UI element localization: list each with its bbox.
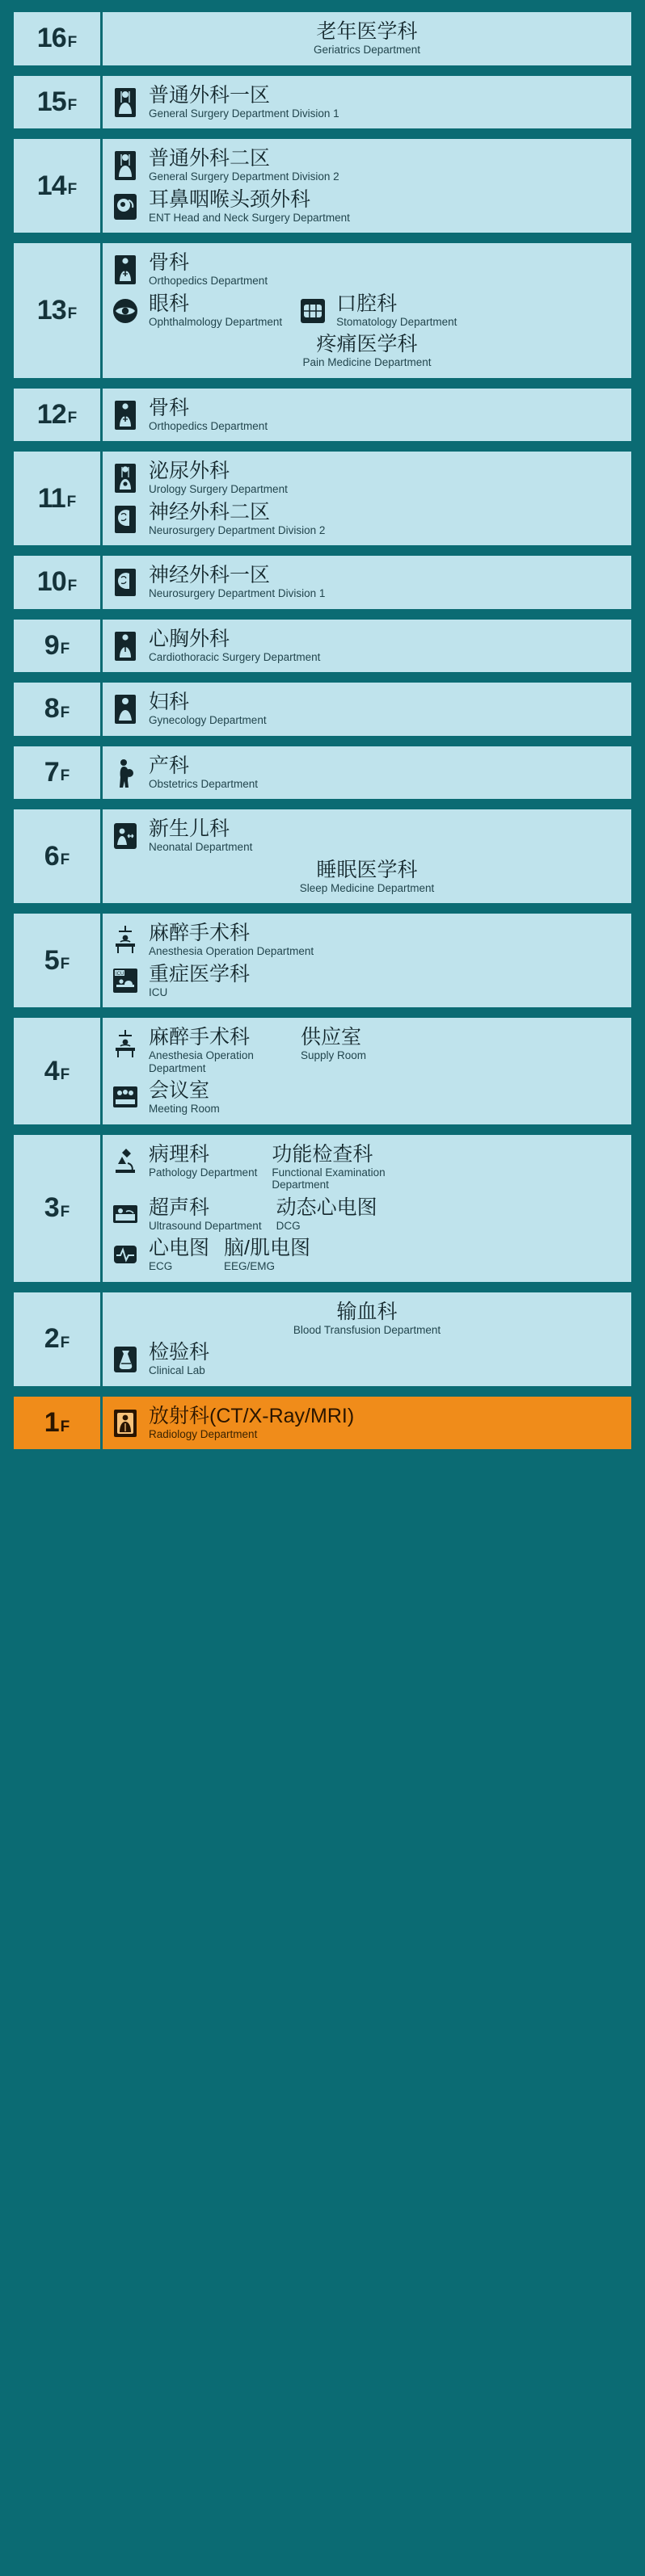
floor-row bbox=[11, 1290, 634, 1389]
floor-departments bbox=[103, 1135, 631, 1282]
floor-number bbox=[14, 620, 103, 673]
floor-number bbox=[14, 746, 103, 800]
department-row bbox=[109, 1079, 625, 1116]
department-row bbox=[109, 754, 625, 791]
department-row bbox=[109, 1405, 625, 1441]
floor-departments bbox=[103, 452, 631, 545]
floor-number bbox=[14, 389, 103, 442]
department-name-en: EEG/EMG bbox=[224, 1260, 276, 1273]
department-name-en: ENT Head and Neck Surgery Department bbox=[149, 211, 350, 224]
department-labels bbox=[300, 859, 435, 895]
lab-flask-icon bbox=[109, 1343, 141, 1376]
surgery-person-icon bbox=[109, 149, 141, 183]
floor-number bbox=[14, 452, 103, 545]
department-row bbox=[109, 188, 625, 225]
floor-number bbox=[14, 1135, 103, 1282]
floor-number-suffix: F bbox=[67, 97, 78, 115]
department-labels bbox=[149, 1405, 354, 1441]
floor-number-suffix: F bbox=[67, 305, 78, 323]
floor-number bbox=[14, 1292, 103, 1386]
department-name-en: Neurosurgery Department Division 1 bbox=[149, 587, 326, 600]
department-name-zh: 泌尿外科 bbox=[149, 460, 230, 483]
department-name-en: General Surgery Department Division 1 bbox=[149, 107, 339, 120]
department-name-en: Geriatrics Department bbox=[313, 44, 421, 56]
department-labels bbox=[272, 1143, 409, 1191]
department-name-zh: 输血科 bbox=[336, 1300, 398, 1323]
department-row bbox=[109, 1196, 625, 1233]
department-name-en: Orthopedics Department bbox=[149, 275, 268, 288]
department-labels bbox=[149, 691, 267, 727]
floor-row bbox=[11, 617, 634, 675]
department-name-zh: 麻醉手术科 bbox=[149, 922, 251, 945]
department-labels bbox=[149, 1237, 209, 1273]
radiology-icon bbox=[109, 1406, 141, 1440]
floor-number-suffix: F bbox=[60, 1334, 70, 1351]
department-entry bbox=[272, 1143, 409, 1191]
teeth-icon bbox=[297, 294, 329, 328]
department-row bbox=[109, 292, 625, 329]
department-name-zh: 供应室 bbox=[301, 1026, 362, 1049]
pregnant-icon bbox=[109, 756, 141, 790]
floor-number bbox=[14, 1397, 103, 1450]
department-name-zh: 睡眠医学科 bbox=[316, 858, 418, 881]
floor-row bbox=[11, 74, 634, 132]
department-entry bbox=[301, 1026, 366, 1062]
department-name-en: DCG bbox=[276, 1219, 301, 1232]
department-entry bbox=[109, 963, 250, 999]
department-row bbox=[109, 460, 625, 496]
department-labels bbox=[149, 501, 325, 537]
floor-row bbox=[11, 911, 634, 1010]
floor-number-value: 14 bbox=[36, 170, 66, 201]
floor-departments bbox=[103, 746, 631, 800]
floor-number bbox=[14, 139, 103, 233]
floor-departments bbox=[103, 1018, 631, 1124]
floor-number-suffix: F bbox=[60, 767, 70, 785]
department-name-en: Ophthalmology Department bbox=[149, 315, 283, 328]
floor-departments bbox=[103, 76, 631, 129]
department-name-en: Clinical Lab bbox=[149, 1364, 205, 1377]
department-entry bbox=[109, 251, 268, 288]
department-labels bbox=[149, 754, 258, 791]
spine-person-icon bbox=[109, 253, 141, 287]
floor-departments bbox=[103, 1292, 631, 1386]
operating-table-icon bbox=[109, 1027, 141, 1061]
chest-person-icon bbox=[109, 629, 141, 663]
floor-number bbox=[14, 914, 103, 1007]
department-entry bbox=[109, 1237, 209, 1273]
floor-number-value: 8 bbox=[44, 693, 59, 725]
microscope-icon bbox=[109, 1145, 141, 1179]
floor-number-value: 4 bbox=[44, 1055, 59, 1086]
floor-departments bbox=[103, 1397, 631, 1450]
department-labels bbox=[149, 1026, 286, 1074]
floor-row bbox=[11, 449, 634, 548]
department-labels bbox=[149, 188, 350, 225]
department-entry bbox=[109, 501, 325, 537]
floor-number-value: 15 bbox=[36, 86, 66, 117]
department-name-zh: 神经外科二区 bbox=[149, 500, 271, 523]
department-name-en: ICU bbox=[149, 985, 168, 998]
department-name-zh: 普通外科二区 bbox=[149, 147, 271, 170]
department-entry bbox=[109, 460, 288, 496]
department-labels bbox=[149, 817, 252, 854]
department-name-en: Pain Medicine Department bbox=[302, 356, 432, 369]
floor-number bbox=[14, 683, 103, 736]
department-entry bbox=[224, 1237, 310, 1273]
floor-departments bbox=[103, 809, 631, 903]
floor-number-suffix: F bbox=[67, 410, 78, 427]
department-name-zh: 耳鼻咽喉头颈外科 bbox=[149, 187, 311, 211]
department-name-zh: 重症医学科 bbox=[149, 962, 251, 985]
floor-departments bbox=[103, 683, 631, 736]
department-name-en: Anesthesia Operation Department bbox=[149, 1049, 254, 1074]
department-name-zh: 心胸外科 bbox=[149, 627, 230, 650]
department-name-en: Obstetrics Department bbox=[149, 777, 259, 790]
department-labels bbox=[149, 1079, 220, 1116]
floor-number bbox=[14, 243, 103, 378]
department-name-zh: 检验科 bbox=[149, 1341, 210, 1364]
neuro-head-icon bbox=[109, 502, 141, 536]
floor-number-suffix: F bbox=[67, 33, 78, 51]
floor-number-value: 3 bbox=[44, 1192, 59, 1224]
department-entry bbox=[109, 628, 320, 664]
department-row bbox=[109, 1026, 625, 1074]
department-name-en: Supply Room bbox=[301, 1049, 367, 1062]
floor-number bbox=[14, 1018, 103, 1124]
department-name-en: Neurosurgery Department Division 2 bbox=[149, 523, 326, 536]
department-labels bbox=[149, 1341, 209, 1377]
department-labels bbox=[302, 333, 431, 369]
department-name-zh: 妇科 bbox=[149, 691, 190, 714]
floor-number-value: 13 bbox=[36, 294, 66, 326]
floor-number bbox=[14, 12, 103, 65]
floor-row bbox=[11, 241, 634, 380]
department-name-zh: 心电图 bbox=[149, 1237, 210, 1260]
floor-departments bbox=[103, 620, 631, 673]
floor-number-value: 10 bbox=[36, 566, 66, 598]
department-name-zh: 放射科(CT/X-Ray/MRI) bbox=[149, 1404, 355, 1427]
department-name-en: Stomatology Department bbox=[336, 315, 457, 328]
floor-departments bbox=[103, 914, 631, 1007]
ecg-icon bbox=[109, 1238, 141, 1272]
department-name-zh: 口腔科 bbox=[336, 292, 398, 315]
department-labels bbox=[149, 922, 314, 958]
department-name-zh: 病理科 bbox=[149, 1142, 210, 1166]
department-name-zh: 脑/肌电图 bbox=[224, 1237, 310, 1260]
department-name-en: Pathology Department bbox=[149, 1166, 258, 1179]
department-name-en: ECG bbox=[149, 1260, 173, 1273]
baby-care-icon bbox=[109, 819, 141, 853]
department-labels bbox=[149, 628, 320, 664]
department-name-en: Sleep Medicine Department bbox=[299, 881, 435, 894]
floor-number-suffix: F bbox=[66, 494, 77, 511]
floor-row bbox=[11, 1394, 634, 1452]
floor-number-suffix: F bbox=[60, 1418, 70, 1435]
floor-number-suffix: F bbox=[67, 181, 78, 199]
floor-number-suffix: F bbox=[60, 704, 70, 721]
floor-number-suffix: F bbox=[60, 1066, 70, 1084]
department-name-zh: 产科 bbox=[149, 754, 190, 777]
department-entry bbox=[276, 1196, 377, 1233]
department-name-zh: 神经外科一区 bbox=[149, 564, 271, 587]
floor-number-suffix: F bbox=[60, 956, 70, 973]
department-entry bbox=[302, 333, 431, 369]
department-row bbox=[109, 859, 625, 895]
floor-number bbox=[14, 76, 103, 129]
department-labels bbox=[301, 1026, 366, 1062]
department-row bbox=[109, 564, 625, 600]
department-labels bbox=[149, 963, 250, 999]
department-row bbox=[109, 1341, 625, 1377]
department-name-zh: 眼科 bbox=[149, 292, 190, 315]
spine-person-icon bbox=[109, 398, 141, 432]
department-row bbox=[109, 147, 625, 183]
gynecology-icon bbox=[109, 692, 141, 726]
department-entry bbox=[109, 188, 350, 225]
floor-row bbox=[11, 680, 634, 738]
department-row bbox=[109, 1143, 625, 1191]
department-name-zh: 普通外科一区 bbox=[149, 83, 271, 107]
floor-number-suffix: F bbox=[60, 851, 70, 869]
department-entry bbox=[109, 922, 314, 958]
department-name-zh: 功能检查科 bbox=[272, 1142, 373, 1166]
department-name-zh: 骨科 bbox=[149, 251, 190, 275]
department-entry bbox=[109, 397, 268, 433]
department-row bbox=[109, 251, 625, 288]
department-row bbox=[109, 922, 625, 958]
floor-row bbox=[11, 137, 634, 235]
floor-row bbox=[11, 1133, 634, 1284]
floor-number-suffix: F bbox=[60, 641, 70, 658]
department-name-zh: 老年医学科 bbox=[316, 20, 418, 43]
icu-bed-icon bbox=[109, 964, 141, 998]
floor-number-value: 7 bbox=[44, 756, 59, 788]
department-name-en: Radiology Department bbox=[149, 1427, 258, 1440]
floor-number-value: 6 bbox=[44, 840, 59, 872]
department-row bbox=[109, 333, 625, 369]
department-name-en: Orthopedics Department bbox=[149, 419, 268, 432]
department-row bbox=[109, 84, 625, 120]
floor-number-value: 12 bbox=[36, 398, 66, 430]
department-name-zh: 骨科 bbox=[149, 396, 190, 419]
department-name-zh: 疼痛医学科 bbox=[316, 333, 418, 356]
department-row bbox=[109, 397, 625, 433]
department-name-zh: 会议室 bbox=[149, 1079, 210, 1103]
floor-departments bbox=[103, 243, 631, 378]
department-entry bbox=[109, 1196, 262, 1233]
department-labels bbox=[149, 147, 339, 183]
department-labels bbox=[149, 564, 325, 600]
department-row bbox=[109, 691, 625, 727]
department-entry bbox=[109, 147, 339, 183]
department-name-en: Neonatal Department bbox=[149, 841, 253, 854]
department-name-en: Ultrasound Department bbox=[149, 1219, 262, 1232]
department-labels bbox=[276, 1196, 377, 1233]
department-labels bbox=[149, 292, 282, 329]
floor-row bbox=[11, 807, 634, 906]
department-entry bbox=[293, 1301, 441, 1337]
department-entry bbox=[109, 691, 267, 727]
floor-number bbox=[14, 809, 103, 903]
surgery-person-icon bbox=[109, 86, 141, 120]
department-row bbox=[109, 628, 625, 664]
floor-departments bbox=[103, 556, 631, 609]
floor-row bbox=[11, 386, 634, 444]
department-labels bbox=[149, 1143, 257, 1179]
department-row bbox=[109, 1237, 625, 1273]
department-entry bbox=[109, 84, 339, 120]
department-labels bbox=[149, 397, 268, 433]
floor-number-value: 16 bbox=[36, 23, 66, 54]
meeting-room-icon bbox=[109, 1081, 141, 1115]
department-row bbox=[109, 501, 625, 537]
urology-icon bbox=[109, 461, 141, 495]
svg-text:ICU: ICU bbox=[116, 971, 124, 977]
department-labels bbox=[336, 292, 457, 329]
department-entry bbox=[314, 20, 420, 57]
floor-number-value: 11 bbox=[37, 482, 65, 514]
floor-departments bbox=[103, 389, 631, 442]
department-labels bbox=[314, 20, 420, 57]
department-labels bbox=[293, 1301, 441, 1337]
floor-number-suffix: F bbox=[67, 577, 78, 595]
department-name-en: Meeting Room bbox=[149, 1103, 220, 1116]
floor-number-value: 1 bbox=[44, 1407, 59, 1439]
department-entry bbox=[109, 564, 325, 600]
floor-row bbox=[11, 10, 634, 68]
department-entry bbox=[300, 859, 435, 895]
department-entry bbox=[109, 1341, 209, 1377]
department-labels bbox=[149, 251, 268, 288]
neuro-head-icon bbox=[109, 565, 141, 599]
floor-row bbox=[11, 1015, 634, 1127]
department-name-en: Functional Examination Department bbox=[272, 1166, 386, 1191]
department-row bbox=[109, 1301, 625, 1337]
department-entry bbox=[109, 1026, 286, 1074]
department-labels bbox=[149, 84, 339, 120]
floor-number-value: 2 bbox=[44, 1323, 59, 1355]
department-entry bbox=[109, 292, 282, 329]
department-row bbox=[109, 963, 625, 999]
department-entry bbox=[109, 754, 258, 791]
department-name-zh: 新生儿科 bbox=[149, 817, 230, 841]
eye-icon bbox=[109, 294, 141, 328]
department-name-en: Blood Transfusion Department bbox=[293, 1323, 441, 1336]
ent-head-icon bbox=[109, 190, 141, 224]
floor-number-value: 9 bbox=[44, 629, 59, 661]
department-name-en: Anesthesia Operation Department bbox=[149, 945, 314, 958]
department-entry bbox=[109, 817, 252, 854]
department-entry bbox=[109, 1079, 220, 1116]
department-labels bbox=[149, 1196, 262, 1233]
floor-row bbox=[11, 744, 634, 802]
department-name-zh: 动态心电图 bbox=[276, 1196, 377, 1219]
department-labels bbox=[224, 1237, 310, 1273]
department-labels bbox=[149, 460, 288, 496]
department-entry bbox=[109, 1405, 354, 1441]
floor-departments bbox=[103, 139, 631, 233]
department-name-en: General Surgery Department Division 2 bbox=[149, 170, 339, 183]
department-entry bbox=[109, 1143, 257, 1179]
operating-table-icon bbox=[109, 923, 141, 957]
department-row bbox=[109, 817, 625, 854]
department-name-zh: 麻醉手术科 bbox=[149, 1026, 251, 1049]
floor-number-suffix: F bbox=[60, 1203, 70, 1221]
department-row bbox=[109, 20, 625, 57]
floor-departments bbox=[103, 12, 631, 65]
department-name-en: Gynecology Department bbox=[149, 714, 267, 727]
floor-number-value: 5 bbox=[44, 944, 59, 976]
department-name-zh: 超声科 bbox=[149, 1196, 210, 1219]
department-entry bbox=[297, 292, 457, 329]
floor-number bbox=[14, 556, 103, 609]
ultrasound-icon bbox=[109, 1198, 141, 1232]
department-name-en: Urology Surgery Department bbox=[149, 483, 288, 496]
floor-row bbox=[11, 553, 634, 611]
department-name-en: Cardiothoracic Surgery Department bbox=[149, 650, 321, 663]
